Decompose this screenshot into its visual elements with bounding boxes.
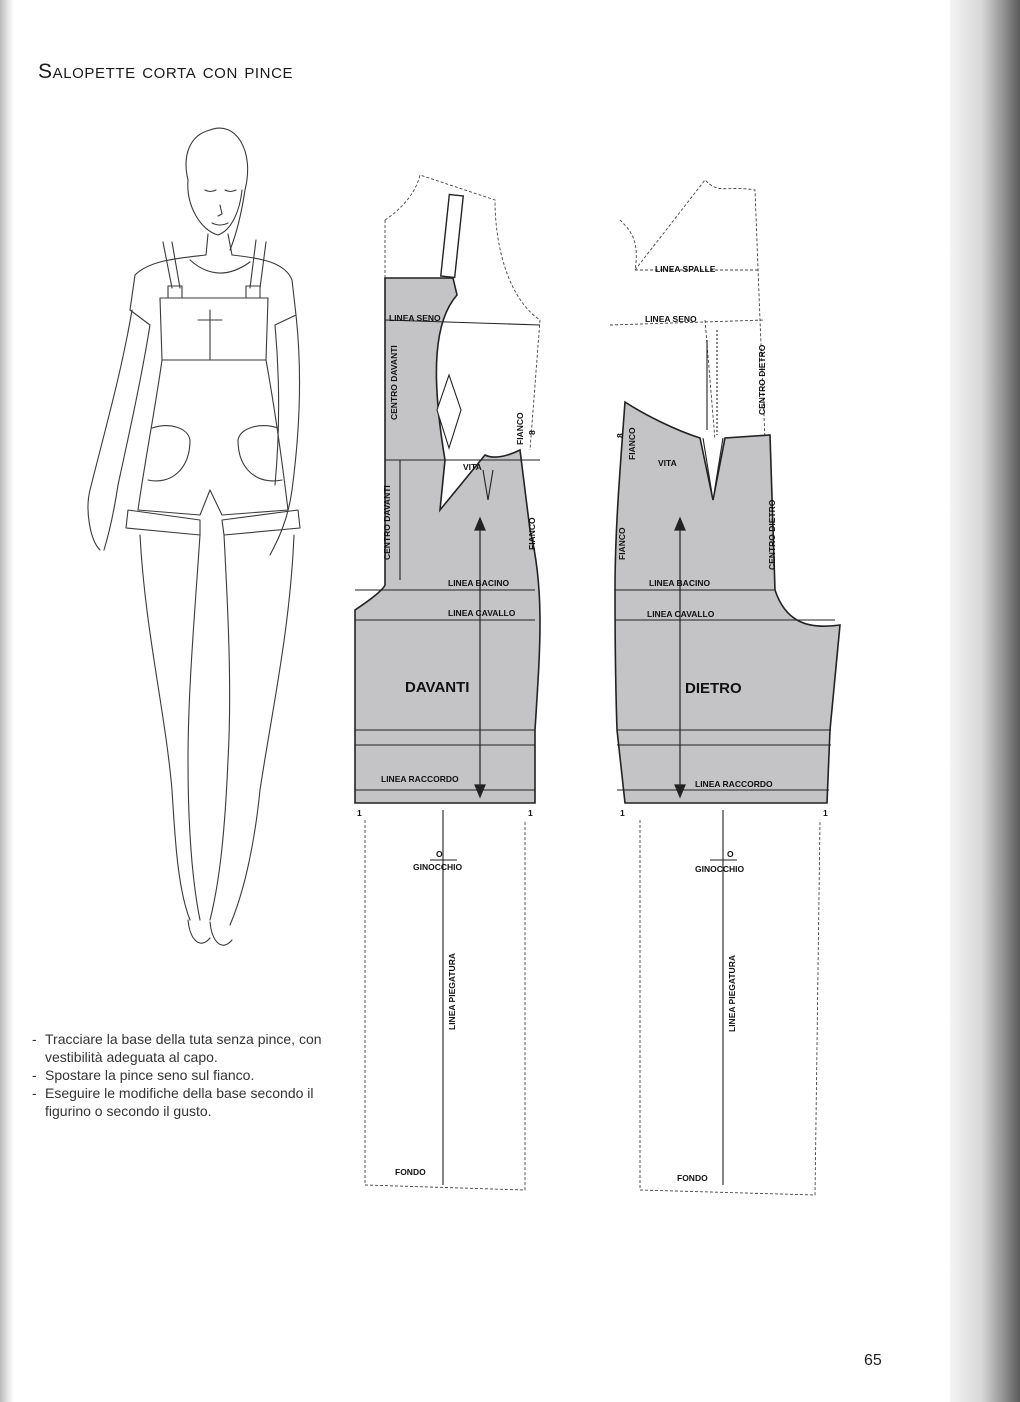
back-piece-shape: [615, 402, 840, 803]
back-centro-dietro-lower: CENTRO DIETRO: [767, 499, 777, 570]
back-linea-spalle: LINEA SPALLE: [655, 264, 716, 274]
back-mark-right: 1: [823, 808, 828, 818]
front-pattern: [345, 170, 560, 1200]
back-title: DIETRO: [685, 680, 742, 697]
back-linea-raccordo: LINEA RACCORDO: [695, 779, 773, 789]
front-dart-mark: 8: [527, 430, 537, 435]
back-mark-left: 1: [620, 808, 625, 818]
instructions-list: [32, 1030, 352, 1120]
page-binding-shadow: [0, 0, 14, 1402]
front-centro-davanti-upper: CENTRO DAVANTI: [389, 345, 399, 420]
front-linea-bacino: LINEA BACINO: [448, 578, 510, 588]
instruction-item: - Eseguire le modifiche della base secondo il figurino o secondo il gusto.: [32, 1084, 352, 1120]
instruction-item: - Tracciare la base della tuta senza pince, con vestibilità adeguata al capo.: [32, 1030, 352, 1066]
front-mark-right: 1: [528, 808, 533, 818]
back-linea-seno: LINEA SENO: [645, 314, 697, 324]
back-linea-cavallo: LINEA CAVALLO: [647, 609, 715, 619]
back-knee-mark: O: [727, 849, 734, 859]
back-fianco-lower: FIANCO: [617, 527, 627, 560]
back-dart-mark: 8: [615, 433, 625, 438]
front-linea-piegatura: LINEA PIEGATURA: [447, 953, 457, 1030]
back-linea-bacino: LINEA BACINO: [649, 578, 711, 588]
front-mark-left: 1: [357, 808, 362, 818]
front-fianco-lower: FIANCO: [527, 517, 537, 550]
front-linea-seno: LINEA SENO: [389, 313, 441, 323]
front-title: DAVANTI: [405, 679, 470, 696]
back-fianco-upper: FIANCO: [627, 427, 637, 460]
front-knee-mark: O: [436, 849, 443, 859]
front-strap: [441, 194, 463, 277]
front-fondo: FONDO: [395, 1167, 426, 1177]
page-number: 65: [864, 1352, 882, 1369]
instruction-item: - Spostare la pince seno sul fianco.: [32, 1066, 352, 1084]
page-edge-shadow: [950, 0, 1020, 1402]
back-centro-dietro-upper: CENTRO DIETRO: [757, 344, 767, 415]
back-vita: VITA: [658, 458, 677, 468]
back-linea-piegatura: LINEA PIEGATURA: [727, 955, 737, 1032]
fashion-figure-illustration: [60, 110, 360, 970]
front-linea-raccordo: LINEA RACCORDO: [381, 774, 459, 784]
front-fianco-upper: FIANCO: [515, 412, 525, 445]
front-ginocchio: GINOCCHIO: [413, 862, 463, 872]
front-linea-cavallo: LINEA CAVALLO: [448, 608, 516, 618]
front-centro-davanti-lower: CENTRO DAVANTI: [382, 485, 392, 560]
front-vita: VITA: [463, 462, 482, 472]
back-ginocchio: GINOCCHIO: [695, 864, 745, 874]
page-title: Salopette corta con pince: [38, 60, 294, 83]
back-fondo: FONDO: [677, 1173, 708, 1183]
back-pattern: [595, 170, 855, 1200]
